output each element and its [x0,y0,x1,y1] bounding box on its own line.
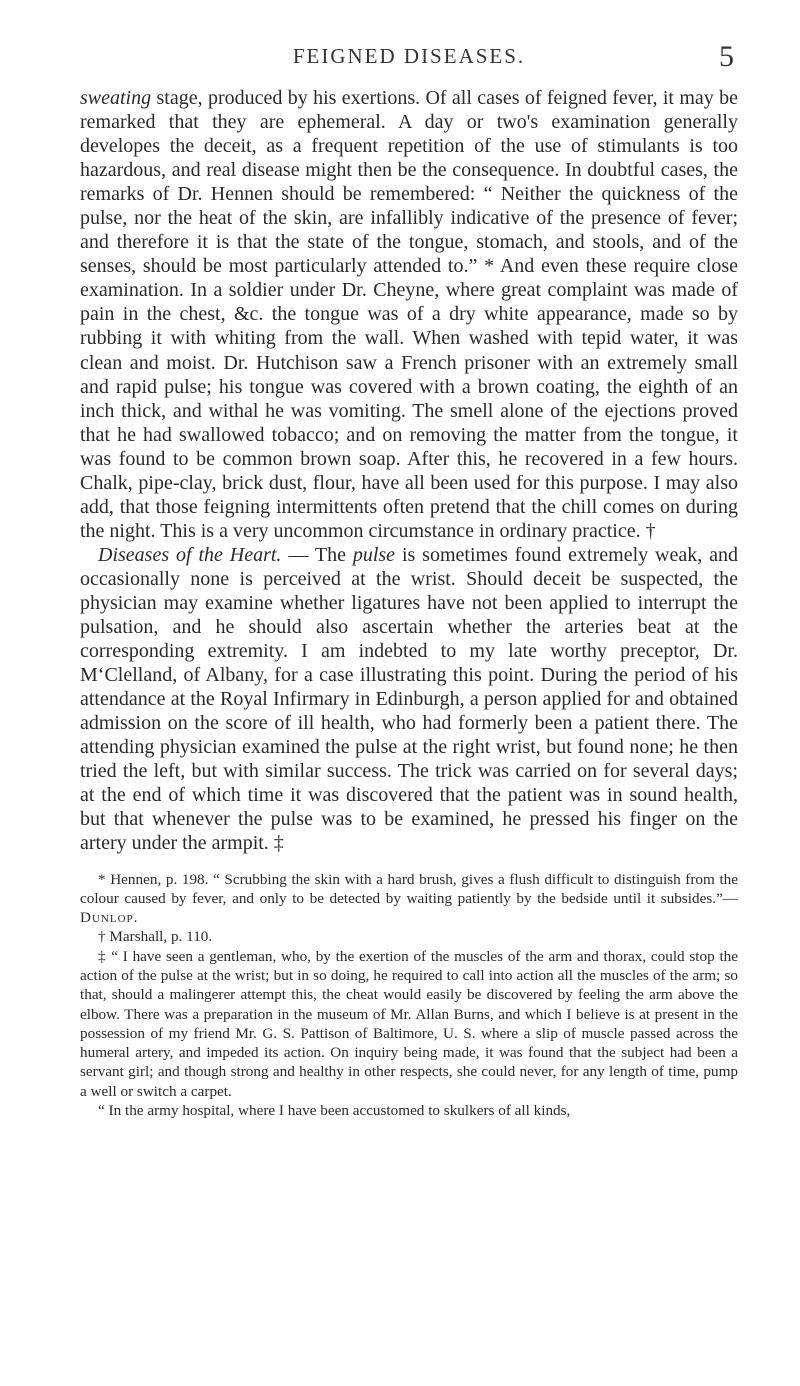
page-number: 5 [719,40,734,73]
footnote-gentleman: ‡ “ I have seen a gentleman, who, by the exertion of the muscles of the arm and thorax, could stop the action of the pulse at the wrist; but in so doing, he required to call into action all the muscles of the arm; so that, should a malingerer attempt this, the cheat would easily be discovered by feeling the arm above the elbow. There was a preparation in the museum of Mr. Allan Burns, and which I believe is at present in the possession of my friend Mr. G. S. Pattison of Baltimore, U. S. where a slip of muscle passed across the humeral artery, and impeded its action. On inquiry being made, it was found that the subject had been a servant girl; and though strong and healthy in other respects, she could never, for any length of time, pump a well or switch a carpet. [80,947,738,1100]
footnote-marshall: † Marshall, p. 110. [98,928,213,946]
paragraph-diseases-of-heart-text: is sometimes found extremely weak, and occasionally none is perceived at the wrist. Should deceit be suspected, the physician may examine whether ligatures have not been applied to interrupt the pulsation, and he should also ascertain whether the arteries beat at the corresponding extremity. I am indebted to my late worthy preceptor, Dr. M‘Clelland, of Albany, for a case illustrating this point. During the period of his attendance at the Royal Infirmary in Edinburgh, a person applied for and obtained admission on the score of ill health, who had formerly been a patient there. The attending physician examined the pulse at the right wrist, but found none; he then tried the left, but with similar success. The trick was carried on for several days; at the end of which time it was discovered that the patient was in sound health, but that whenever the pulse was to be examined, he pressed his finger on the artery under the armpit. ‡ [80,543,738,855]
paragraph-feigned-fever-text: stage, produced by his exertions. Of all cases of feigned fever, it may be remarked that they are ephemeral. A day or two's examination generally developes the deceit, as a frequent repetition of the use of stimulants is too hazardous, and real disease might then be the consequence. In doubtful cases, the remarks of Dr. Hennen should be remembered: “ Neither the quickness of the pulse, nor the heat of the skin, are infallibly indicative of the presence of fever; and therefore it is that the state of the tongue, stomach, and stools, and of the senses, should be most particularly attended to.” * And even these require close examination. In a soldier under Dr. Cheyne, where great complaint was made of pain in the chest, &c. the tongue was of a dry white appearance, made so by rubbing it with whiting from the wall. When washed with tepid water, it was clean and moist. Dr. Hutchison saw a French prisoner with an extremely small and rapid pulse; his tongue was covered with a brown coating, the eighth of an inch thick, and withal he was vomiting. The smell alone of the ejections proved that he had swallowed tobacco; and on removing the matter from the tongue, it was found to be common brown soap. After this, he recovered in a few hours. Chalk, pipe-clay, brick dust, flour, have all been used for this purpose. I may also add, that those feigning intermittents often pretend that the chill comes on during the night. This is a very uncommon circumstance in ordinary practice. † [80,87,738,542]
body-text [80,86,738,856]
paragraph-feigned-fever [80,86,738,543]
book-page [80,0,738,1120]
page-header [80,0,738,80]
running-title: FEIGNED DISEASES. [292,44,526,68]
italic-word-sweating: sweating [80,87,152,109]
footnote-army-hospital: “ In the army hospital, where I have been accustomed to skulkers of all kinds, [98,1102,571,1120]
footnotes [80,870,738,1121]
footnote-author-dunlop: Dunlop. [80,909,139,927]
section-heading-diseases-of-heart: Diseases of the Heart. [98,543,282,566]
footnote-hennen [80,870,738,928]
paragraph-diseases-of-heart [80,543,738,856]
heading-dash: — The [281,543,353,566]
footnote-hennen-text: * Hennen, p. 198. “ Scrubbing the skin with a hard brush, gives a flush difficult to distinguish from the colour caused by fever, and only to be detected by waiting patiently by the bedside until it subsides.”— [80,870,738,907]
italic-word-pulse: pulse [352,543,396,566]
